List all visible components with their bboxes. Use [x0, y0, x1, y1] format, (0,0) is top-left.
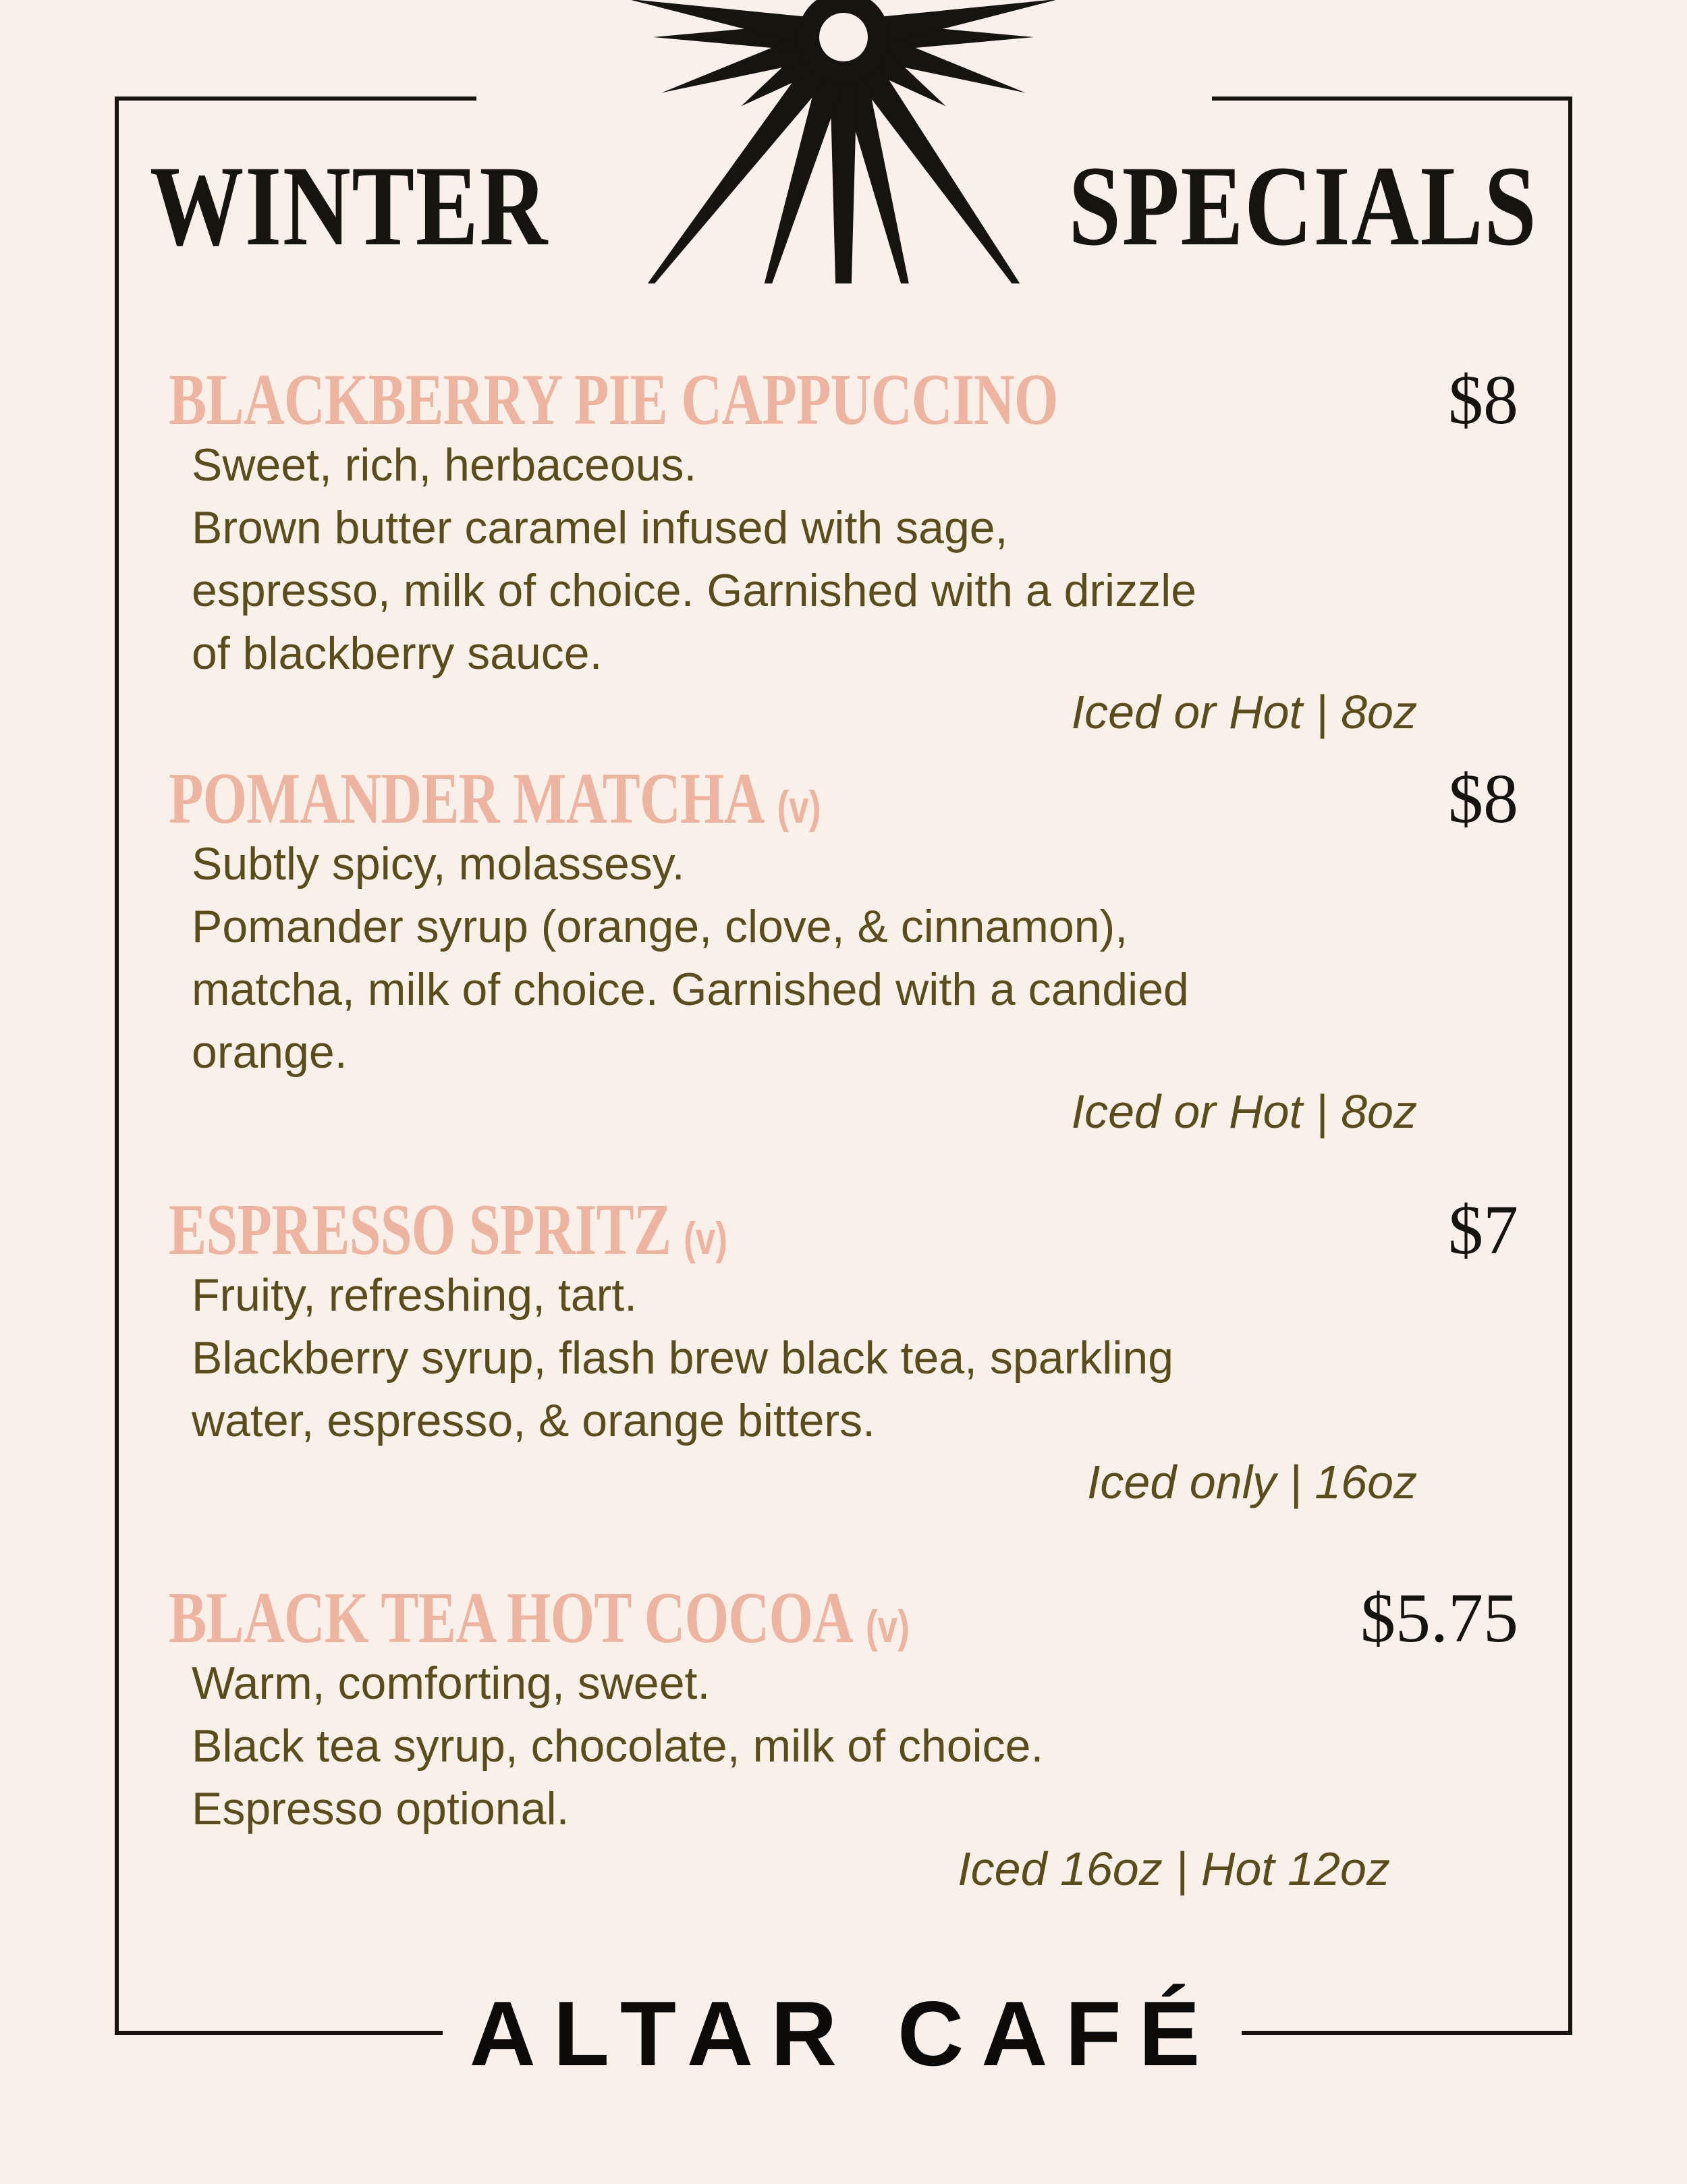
- item-serving: Iced or Hot | 8oz: [1071, 1085, 1417, 1138]
- sun-ray: [856, 63, 1063, 283]
- frame-top-right: [1212, 97, 1572, 101]
- description-line: Warm, comforting, sweet.: [192, 1658, 711, 1709]
- item-name-text: BLACKBERRY PIE CAPPUCCINO: [169, 360, 1058, 440]
- frame-right: [1568, 97, 1572, 2035]
- description-line: Espresso optional.: [192, 1783, 570, 1834]
- item-price: $5.75: [1360, 1579, 1518, 1657]
- item-price: $7: [1448, 1191, 1518, 1269]
- description-line: Sweet, rich, herbaceous.: [192, 439, 697, 491]
- description-line: Brown butter caramel infused with sage,: [192, 502, 1008, 553]
- title-winter: WINTER: [150, 142, 549, 269]
- description-line: of blackberry sauce.: [192, 628, 603, 679]
- item-serving: Iced 16oz | Hot 12oz: [958, 1842, 1390, 1895]
- description-line: matcha, milk of choice. Garnished with a candied: [192, 964, 1189, 1015]
- item-description: [192, 833, 1189, 1084]
- frame-top-left: [115, 97, 476, 101]
- description-line: Subtly spicy, molassesy.: [192, 838, 685, 890]
- description-line: Blackberry syrup, flash brew black tea, sparkling: [192, 1332, 1174, 1384]
- menu-item-espresso-spritz: [169, 1190, 1518, 1527]
- menu-item-pomander-matcha: [169, 759, 1518, 1143]
- menu-item-black-tea-hot-cocoa: [169, 1578, 1518, 1915]
- item-serving: Iced only | 16oz: [1086, 1456, 1417, 1508]
- item-name-text: ESPRESSO SPRITZ: [169, 1190, 671, 1270]
- item-description: [192, 434, 1196, 685]
- item-name: [169, 360, 1058, 441]
- title-specials: SPECIALS: [1068, 142, 1537, 269]
- brand-name: ALTAR CAFÉ: [469, 1982, 1218, 2085]
- description-line: Pomander syrup (orange, clove, & cinnamon),: [192, 901, 1128, 952]
- description-line: espresso, milk of choice. Garnished with a drizzle: [192, 565, 1197, 616]
- vegan-tag: (v): [865, 1601, 910, 1652]
- description-line: Fruity, refreshing, tart.: [192, 1270, 638, 1321]
- item-price: $8: [1448, 760, 1518, 838]
- item-price: $8: [1448, 361, 1518, 439]
- description-line: Black tea syrup, chocolate, milk of choice.: [192, 1720, 1044, 1772]
- item-description: [192, 1652, 1043, 1840]
- sun-center: [819, 13, 868, 61]
- item-serving: Iced or Hot | 8oz: [1071, 686, 1417, 738]
- description-line: orange.: [192, 1027, 348, 1078]
- item-description: [192, 1264, 1173, 1452]
- item-name-text: POMANDER MATCHA: [169, 759, 765, 839]
- sun-ray: [830, 79, 857, 283]
- frame-left: [115, 97, 119, 2035]
- menu-item-blackberry-pie-cappuccino: [169, 360, 1518, 744]
- item-name-text: BLACK TEA HOT COCOA: [169, 1578, 854, 1658]
- vegan-tag: (v): [684, 1213, 727, 1264]
- vegan-tag: (v): [777, 782, 821, 833]
- description-line: water, espresso, & orange bitters.: [192, 1395, 875, 1446]
